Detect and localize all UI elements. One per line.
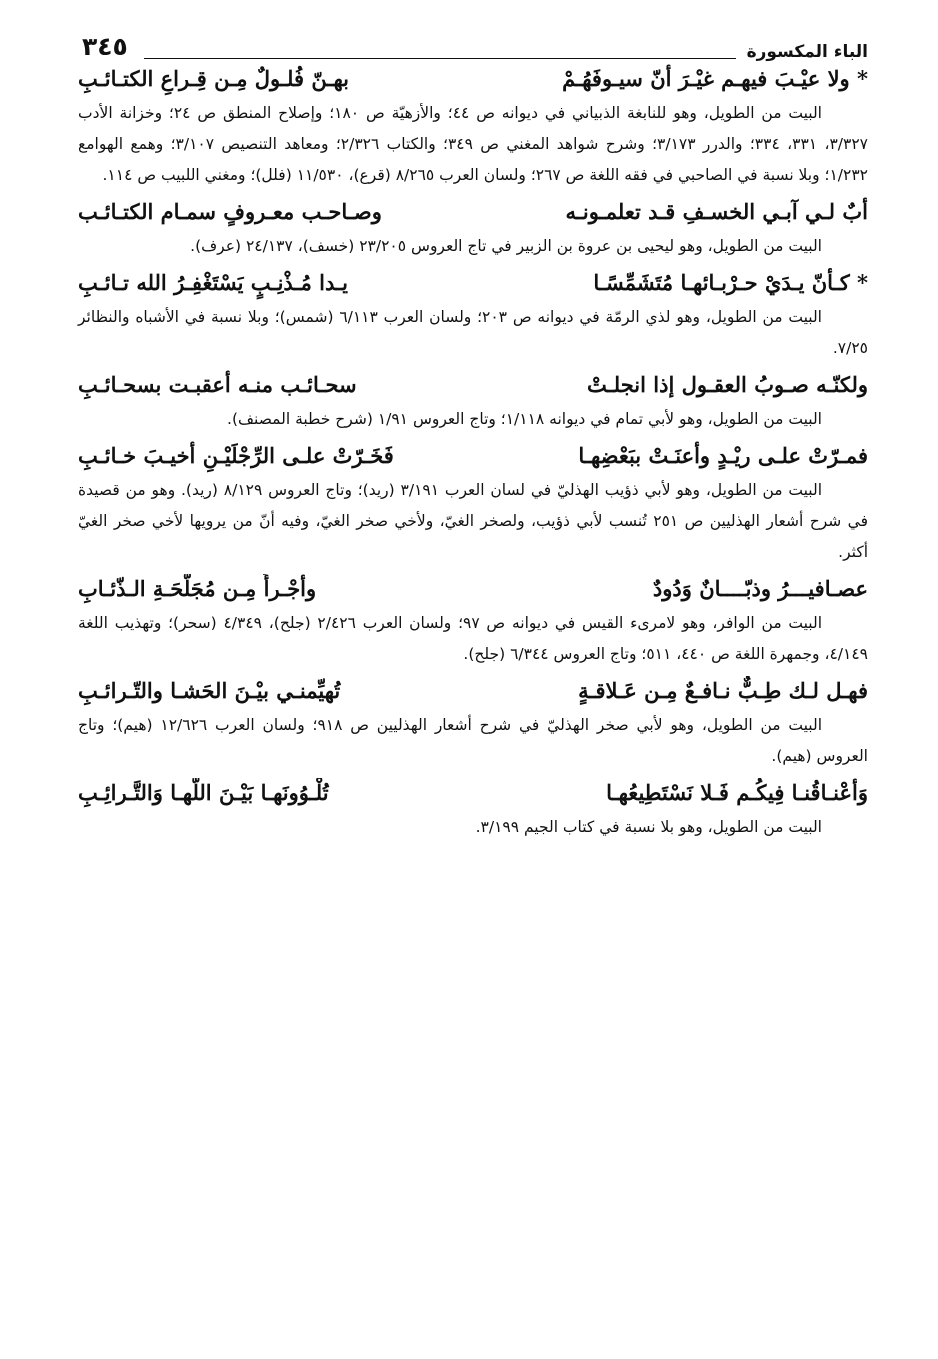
verse-first-hemistich: فمـرّتْ علـى ريْـدٍ وأعنَـتْ ببَعْضِهـا bbox=[578, 443, 868, 468]
verse-entry bbox=[78, 197, 868, 262]
verse-line bbox=[78, 574, 868, 608]
verse-line bbox=[78, 197, 868, 231]
verse-commentary: البيت من الطويل، وهو بلا نسبة في كتاب الجيم ٣/١٩٩. bbox=[475, 818, 822, 836]
page-number: ٣٤٥ bbox=[82, 32, 128, 61]
verse-second-hemistich: سحـائـب منـه أعقبـت بسحـائـبِ bbox=[78, 372, 357, 397]
verse-first-hemistich: وَأعْنـاقُنـا فِيكُـم فَـلا نَسْتَطِيعُهـا bbox=[606, 780, 868, 805]
page-header bbox=[78, 28, 868, 64]
verse-entry bbox=[78, 441, 868, 568]
book-page bbox=[78, 28, 868, 849]
verse-first-hemistich: أبٌ لـي آبـي الخسـفِ قـد تعلمـونـه bbox=[565, 199, 868, 224]
verse-entry bbox=[78, 64, 868, 191]
verse-second-hemistich: تُلْـوُونَهـا بَيْـنَ اللّهـا وَالتَّـرائِـبِ bbox=[78, 780, 329, 805]
verse-first-hemistich: عصـافيـــرُ وذبّــــانٌ وَدُودٌ bbox=[652, 576, 868, 601]
verse-commentary: البيت من الوافر، وهو لامرىء القيس في ديوانه ص ٩٧؛ ولسان العرب ٢/٤٢٦ (جلح)، ٤/٣٤٩ (سحر)؛ وتهذيب اللغة ٤/١٤٩، وجمهرة اللغة ص ٤٤٠، ٥١١؛ وتاج العروس ٦/٣٤٤ (جلح). bbox=[78, 614, 868, 663]
verse-commentary: البيت من الطويل، وهو للنابغة الذبياني في ديوانه ص ٤٤؛ والأزهيّة ص ١٨٠؛ وإصلاح المنطق ص ٢٤؛ وخزانة الأدب ٣/٣٢٧، ٣٣١، ٣٣٤؛ والدرر ٣/١٧٣؛ وشرح شواهد المغني ص ٣٤٩؛ والكتاب ٢/٣٢٦؛ ومعاهد التنصيص ٣/١٠٧؛ وهمع الهوامع ١/٢٣٢؛ وبلا نسبة في الصاحبي في فقه اللغة ص ٢٦٧؛ ولسان العرب ٨/٢٦٥ (قرع)، ١١/٥٣٠ (فلل)؛ ومغني اللبيب ص ١١٤. bbox=[78, 104, 868, 184]
verse-second-hemistich: فَخَـرّتْ علـى الرِّجْلَيْـنِ أخيـبَ خـائـبِ bbox=[78, 443, 394, 468]
verse-second-hemistich: يـدا مُـذْنِـبٍ يَسْتَغْفِـرُ الله تـائـبِ bbox=[78, 270, 349, 295]
verse-entry bbox=[78, 574, 868, 670]
verse-commentary: البيت من الطويل، وهو لأبي صخر الهذليّ في شرح أشعار الهذليين ص ٩١٨؛ ولسان العرب ١٢/٦٢٦ (هيم)؛ وتاج العروس (هيم). bbox=[78, 716, 868, 765]
verse-commentary: البيت من الطويل، وهو لأبي تمام في ديوانه ١/١١٨؛ وتاج العروس ١/٩١ (شرح خطبة المصنف). bbox=[227, 410, 822, 428]
verse-line bbox=[78, 64, 868, 98]
chapter-title: الباء المكسورة bbox=[746, 42, 868, 62]
verse-entry bbox=[78, 778, 868, 843]
verse-second-hemistich: بهـنّ فُلـولٌ مِـن قِـراعِ الكتـائـبِ bbox=[78, 66, 350, 91]
verse-line bbox=[78, 676, 868, 710]
verse-first-hemistich: فهـل لـك طِـبٌّ نـافـعٌ مِـن عَـلاقـةٍ bbox=[578, 678, 868, 703]
verse-entry bbox=[78, 370, 868, 435]
verse-line bbox=[78, 370, 868, 404]
verse-commentary: البيت من الطويل، وهو لذي الرمّة في ديوانه ص ٢٠٣؛ ولسان العرب ٦/١١٣ (شمس)؛ وبلا نسبة في الأشباه والنظائر ٧/٢٥. bbox=[78, 308, 868, 357]
verse-entry bbox=[78, 676, 868, 772]
verse-line bbox=[78, 778, 868, 812]
verse-commentary: البيت من الطويل، وهو لأبي ذؤيب الهذليّ في لسان العرب ٣/١٩١ (ريد)؛ وتاج العروس ٨/١٢٩ (ريد). وهو من قصيدة في شرح أشعار الهذليين ص ٢٥١ تُنسب لأبي ذؤيب، ولصخر الغيّ، ولأخي صخر الغيّ، وفيه أنّ من يرويها لأخي صخر الغيّ أكثر. bbox=[78, 481, 868, 561]
verse-second-hemistich: وأجْـرأُ مِـن مُجَلّحَـةِ الـذّئـابِ bbox=[78, 576, 317, 601]
verse-first-hemistich: * ولا عيْـبَ فيهـم غيْـرَ أنّ سيـوفَهُـمْ bbox=[562, 66, 868, 91]
verse-line bbox=[78, 441, 868, 475]
header-rule bbox=[144, 58, 736, 59]
verse-commentary: البيت من الطويل، وهو ليحيى بن عروة بن الزبير في تاج العروس ٢٣/٢٠٥ (خسف)، ٢٤/١٣٧ (عرف). bbox=[190, 237, 822, 255]
verse-first-hemistich: * كـأنّ يـدَيْ حـرْبـائهـا مُتَشَمِّسًـا bbox=[593, 270, 868, 295]
verse-entry bbox=[78, 268, 868, 364]
verse-second-hemistich: وصـاحـب معـروفٍ سمـام الكتـائـب bbox=[78, 199, 382, 224]
verse-second-hemistich: تُهيِّمنـي بيْـنَ الحَشـا والتّـرائـبِ bbox=[78, 678, 341, 703]
verse-first-hemistich: ولكنّـه صـوبُ العقـول إذا انجلـتْ bbox=[587, 372, 868, 397]
verse-line bbox=[78, 268, 868, 302]
